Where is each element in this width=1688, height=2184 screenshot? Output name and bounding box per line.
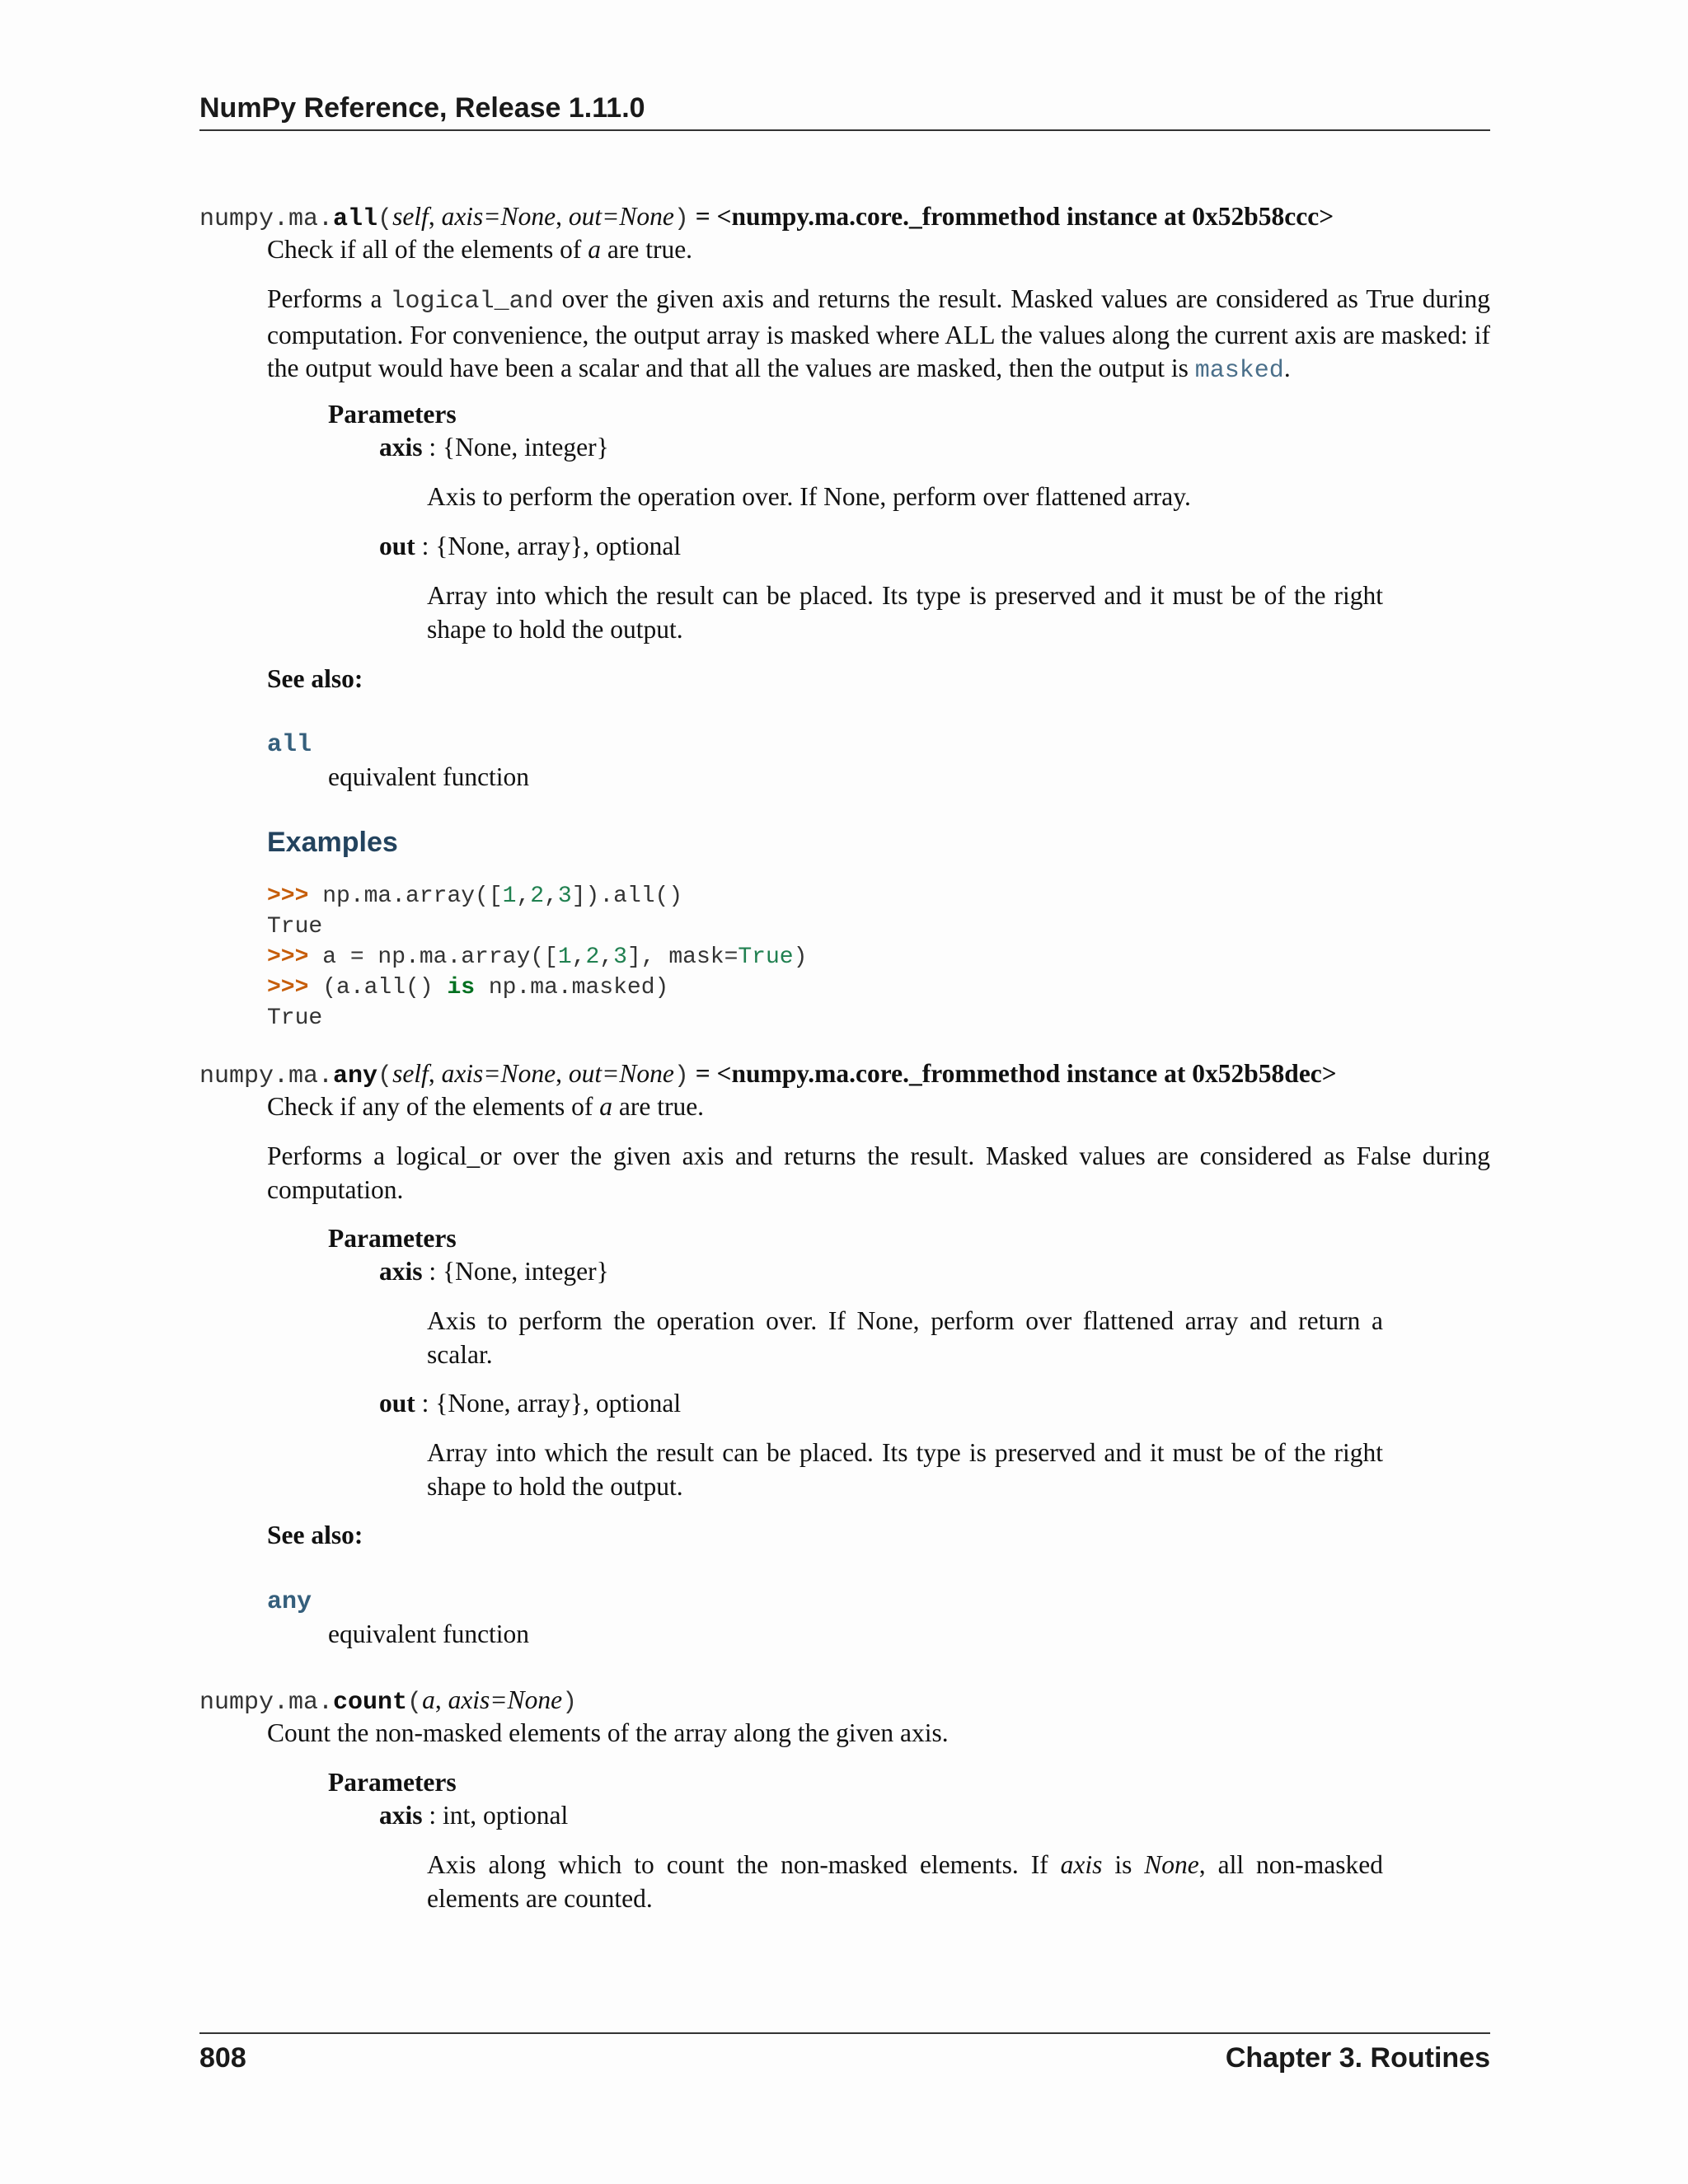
param-out-desc-any: Array into which the result can be placed. Its type is preserved and it must be of the right shape to hold the output. [427, 1438, 1383, 1501]
code-example [267, 881, 807, 1033]
masked-link[interactable]: masked [1194, 357, 1284, 385]
sig-module: numpy.ma. [199, 205, 334, 233]
param-axis-all: axis : {None, integer} [379, 433, 609, 462]
signature-all: numpy.ma.all(self, axis=None, out=None) = <numpy.ma.core._frommethod instance at 0x52b58ccc> [199, 202, 1334, 233]
see-also-desc-any: equivalent function [328, 1619, 530, 1648]
see-also-label-any: See also: [267, 1521, 363, 1549]
param-axis-count: axis : int, optional [379, 1801, 569, 1830]
param-axis-desc-any: Axis to perform the operation over. If None, perform over flattened array and return a scalar. [427, 1306, 1383, 1369]
code-output-2: True [267, 1005, 323, 1031]
summary-count: Count the non-masked elements of the array along the given axis. [267, 1718, 949, 1747]
param-out-any: out : {None, array}, optional [379, 1389, 682, 1418]
signature-any: numpy.ma.any(self, axis=None, out=None) = <numpy.ma.core._frommethod instance at 0x52b58dec> [199, 1059, 1337, 1090]
sig-value: = <numpy.ma.core._frommethod instance at 0x52b58dec> [688, 1059, 1337, 1088]
page-number: 808 [199, 2042, 246, 2074]
param-out-all: out : {None, array}, optional [379, 532, 682, 560]
params-label-count: Parameters [328, 1768, 457, 1797]
see-also-desc-all: equivalent function [328, 762, 530, 791]
params-label-any: Parameters [328, 1224, 457, 1253]
param-axis-desc-count: Axis along which to count the non-masked elements. If axis is None, all non-masked elements are counted. [427, 1850, 1383, 1913]
inline-code-logical-and: logical_and [390, 288, 554, 316]
summary-all: Check if all of the elements of a are true. [267, 235, 693, 264]
param-out-desc-all: Array into which the result can be placed. Its type is preserved and it must be of the right shape to hold the output. [427, 581, 1383, 644]
param-axis-desc-all: Axis to perform the operation over. If None, perform over flattened array. [427, 482, 1191, 511]
sig-value: = <numpy.ma.core._frommethod instance at 0x52b58ccc> [688, 202, 1334, 231]
signature-count: numpy.ma.count(a, axis=None) [199, 1685, 578, 1717]
sig-function-name[interactable]: count [333, 1689, 408, 1717]
description-any: Performs a logical_or over the given axis and returns the result. Masked values are considered as False during computation. [267, 1141, 1490, 1204]
see-also-label-all: See also: [267, 664, 363, 693]
code-line-3: >>> a = np.ma.array([1,2,3], mask=True) [267, 944, 808, 970]
footer-rule [199, 2032, 1490, 2034]
param-axis-any: axis : {None, integer} [379, 1257, 609, 1286]
see-also-link-any[interactable]: any [267, 1588, 312, 1616]
sig-function-name[interactable]: any [333, 1062, 378, 1090]
description-all: Performs a logical_and over the given axis and returns the result. Masked values are considered as True during computation. For convenience, the output array is masked where ALL the values along the current axis are masked: if the output would have been a scalar and that all the values are masked, then the output is masked. [267, 284, 1490, 385]
code-output-1: True [267, 914, 323, 940]
see-also-link-all[interactable]: all [267, 731, 312, 759]
code-line-4: >>> (a.all() is np.ma.masked) [267, 975, 669, 1001]
running-header: NumPy Reference, Release 1.11.0 [199, 92, 645, 124]
summary-any: Check if any of the elements of a are true. [267, 1092, 705, 1121]
sig-function-name[interactable]: all [333, 205, 378, 233]
chapter-title: Chapter 3. Routines [1225, 2042, 1490, 2074]
examples-heading: Examples [267, 827, 398, 858]
header-rule [199, 129, 1490, 131]
params-label-all: Parameters [328, 400, 457, 429]
code-line-1: >>> np.ma.array([1,2,3]).all() [267, 883, 683, 909]
